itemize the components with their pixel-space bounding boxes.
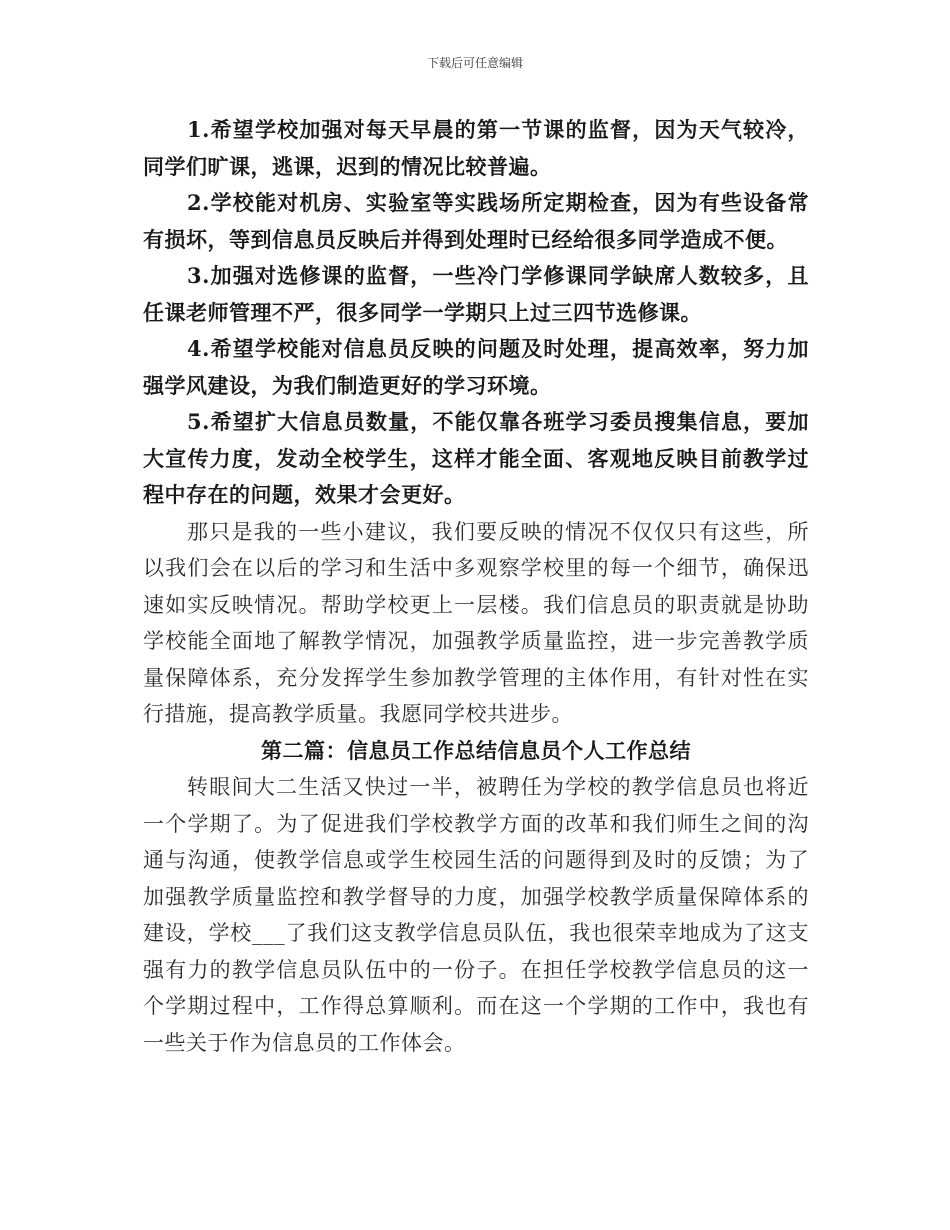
list-item: 4.希望学校能对信息员反映的问题及时处理，提高效率，努力加强学风建设，为我们制造更好的学习环境。: [143, 336, 809, 398]
document-body: [143, 112, 809, 1061]
section2-paragraph: 转眼间大二生活又快过一半，被聘任为学校的教学信息员也将近一个学期了。为了促进我们学校教学方面的改革和我们师生之间的沟通与沟通，使教学信息或学生校园生活的问题得到及时的反馈；为了加强教学质量监控和教学督导的力度，加强学校教学质量保障体系的建设，学校___了我们这支教学信息员队伍，我也很荣幸地成为了这支强有力的教学信息员队伍中的一份子。在担任学校教学信息员的这一个学期过程中，工作得总算顺利。而在这一个学期的工作中，我也有一些关于作为信息员的工作体会。: [143, 775, 809, 1055]
closing-paragraph: 那只是我的一些小建议，我们要反映的情况不仅仅只有这些，所以我们会在以后的学习和生活中多观察学校里的每一个细节，确保迅速如实反映情况。帮助学校更上一层楼。我们信息员的职责就是协助学校能全面地了解教学情况，加强教学质量监控，进一步完善教学质量保障体系，充分发挥学生参加教学管理的主体作用，有针对性在实行措施，提高教学质量。我愿同学校共进步。: [143, 519, 809, 726]
suggestion-list: [143, 112, 809, 514]
section2-body: [143, 769, 809, 1061]
list-item: 5.希望扩大信息员数量，不能仅靠各班学习委员搜集信息，要加大宣传力度，发动全校学生，这样才能全面、客观地反映目前教学过程中存在的问题，效果才会更好。: [143, 409, 809, 507]
list-item: 1.希望学校加强对每天早晨的第一节课的监督，因为天气较冷，同学们旷课，逃课，迟到的情况比较普遍。: [143, 117, 809, 179]
list-item: 3.加强对选修课的监督，一些冷门学修课同学缺席人数较多，且任课老师管理不严，很多同学一学期只上过三四节选修课。: [143, 263, 809, 325]
page-header: 下载后可任意编辑: [426, 56, 523, 70]
list-item: 2.学校能对机房、实验室等实践场所定期检查，因为有些设备常有损坏，等到信息员反映后并得到处理时已经给很多同学造成不便。: [143, 190, 809, 252]
closing-section: [143, 514, 809, 733]
section-title: 第二篇：信息员工作总结信息员个人工作总结: [261, 737, 691, 763]
